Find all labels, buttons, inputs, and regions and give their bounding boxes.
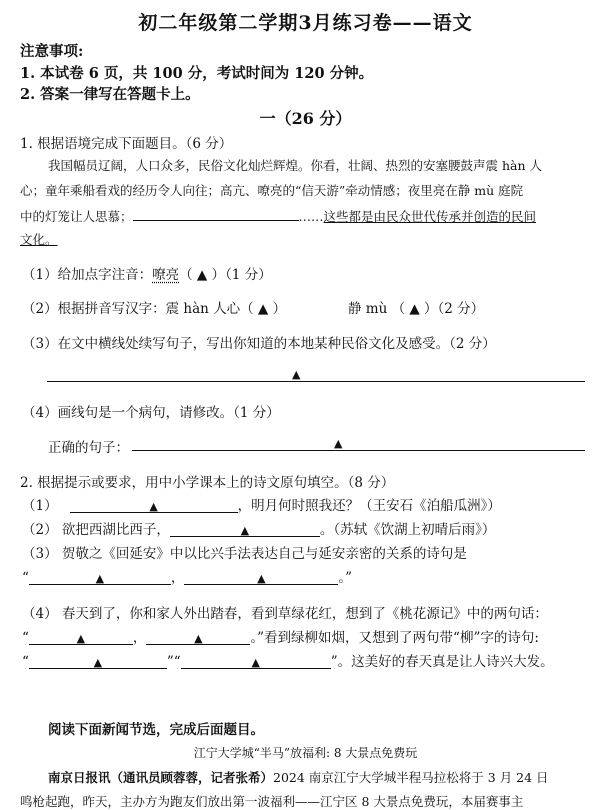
q1-sub4-label: 正确的句子： xyxy=(48,440,129,456)
news-lead: 南京日报讯（通讯员顾蓉蓉，记者张希）2024 南京江宁大学城半程马拉松将于 3 月 24 日 xyxy=(48,770,549,785)
notice-heading: 注意事项: xyxy=(20,43,84,60)
dotted-word: 嘹亮 xyxy=(152,267,180,283)
answer-blank[interactable]: ▲ xyxy=(29,654,167,669)
answer-mark: ▲ xyxy=(292,368,301,381)
notice-item-1: 1. 本试卷 6 页，共 100 分，考试时间为 120 分钟。 xyxy=(20,65,374,82)
q2-line-4b: “ ▲ ”“ ▲ ”。这美好的春天真是让人诗兴大发。 xyxy=(22,654,554,670)
reading-prompt: 阅读下面新闻节选，完成后面题目。 xyxy=(48,722,264,738)
answer-line[interactable] xyxy=(47,367,585,382)
answer-blank[interactable]: ▲ xyxy=(181,654,331,669)
answer-mark: ▲ xyxy=(334,437,343,450)
answer-blank[interactable]: ▲ xyxy=(184,570,338,585)
q1-sub2: （2）根据拼音写汉字：震 hàn 人心（ ▲ ） xyxy=(22,301,287,317)
sick-sentence: 这些都是由民众世代传承并创造的民间 xyxy=(323,209,537,224)
notice-item-2: 2. 答案一律写在答题卡上。 xyxy=(20,86,200,103)
q1-prompt: 1. 根据语境完成下面题目。（6 分） xyxy=(20,136,233,152)
answer-blank[interactable]: ▲ xyxy=(170,522,320,537)
news-headline: 江宁大学城“半马”放福利: 8 大景点免费玩 xyxy=(193,746,418,760)
q2-prompt: 2. 根据提示或要求，用中小学课本上的诗文原句填空。（8 分） xyxy=(20,475,395,491)
q1-sub3: （3）在文中横线处续写句子，写出你知道的本地某种民俗文化及感受。（2 分） xyxy=(22,336,496,352)
answer-blank[interactable] xyxy=(133,206,299,221)
answer-blank[interactable]: ▲ xyxy=(70,498,238,513)
page-title: 初二年级第二学期3月练习卷——语文 xyxy=(138,12,473,34)
answer-blank[interactable]: ▲ xyxy=(29,630,133,645)
answer-line[interactable] xyxy=(132,436,585,451)
q1-sub4: （4）画线句是一个病句，请修改。（1 分） xyxy=(22,405,280,421)
q1-sub2b: 静 mù （ ▲ ）（2 分） xyxy=(348,301,485,317)
q2-line-2: （2） 欲把西湖比西子， ▲ 。（苏轼《饮湖上初晴后雨》） xyxy=(22,522,496,538)
q1-passage-line: 中的灯笼让人思慕； ……这些都是由民众世代传承并创造的民间 xyxy=(20,206,536,225)
section-heading: 一（26 分） xyxy=(259,109,352,128)
q1-passage-line: 文化。 xyxy=(20,232,58,247)
q2-line-4a: “ ▲ ， ▲ 。”看到绿柳如烟，又想到了两句带“柳”字的诗句: xyxy=(22,630,539,646)
q1-passage-line: 我国幅员辽阔，人口众多，民俗文化灿烂辉煌。你看，壮阔、热烈的安塞腰鼓声震 hàn 人 xyxy=(48,158,543,173)
q2-line-3: （3） 贺敬之《回延安》中以比兴手法表达自己与延安亲密的关系的诗句是 xyxy=(22,546,467,562)
q2-line-3-blanks: “ ▲ ， ▲ 。” xyxy=(22,570,353,586)
q2-line-1: （1） ▲ ，明月何时照我还？（王安石《泊船瓜洲》） xyxy=(22,498,501,514)
q1-sub1: （1）给加点字注音：嘹亮（ ▲ ）（1 分） xyxy=(22,267,272,283)
answer-blank[interactable]: ▲ xyxy=(146,630,250,645)
q1-passage-line: 心；童年乘船看戏的经历令人向往；高亢、嘹亮的“信天游”牵动情感；夜里亮在静 mù 庭院 xyxy=(20,183,524,198)
q2-line-4: （4） 春天到了，你和家人外出踏春，看到草绿花红，想到了《桃花源记》中的两句话： xyxy=(22,606,548,622)
answer-blank[interactable]: ▲ xyxy=(29,570,171,585)
news-line: 鸣枪起跑，昨天，主办方为跑友们放出第一波福利——江宁区 8 大景点免费玩，本届赛事主 xyxy=(20,794,524,809)
